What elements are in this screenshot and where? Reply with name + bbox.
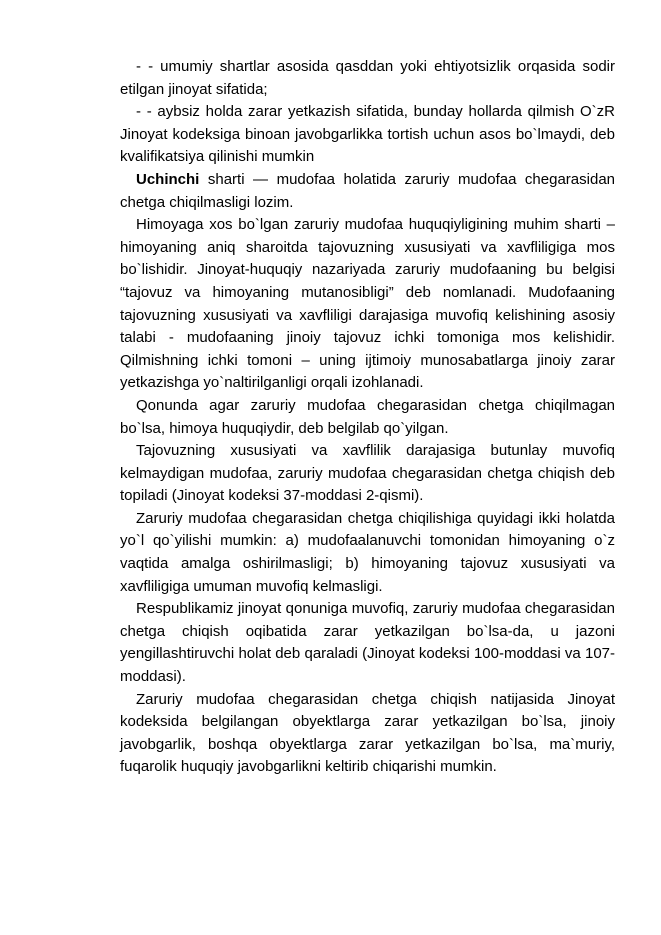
paragraph-8: [120, 598, 615, 688]
paragraph-1-text: - - umumiy shartlar asosida qasddan yoki ehtiyotsizlik orqasida sodir etilgan jinoyat sifatida;: [120, 58, 615, 98]
paragraph-5: [120, 395, 615, 440]
paragraph-2-text: - - aybsiz holda zarar yetkazish sifatida, bunday hollarda qilmish O`zR Jinoyat kodeksiga binoan javobgarlikka tortish uchun asos bo`lmaydi, deb kvalifikatsiya qilinishi mumkin: [120, 103, 615, 166]
paragraph-3-text: sharti — mudofaa holatida zaruriy mudofaa chegarasidan chetga chiqilmasligi lozim.: [120, 170, 615, 211]
document-body: [120, 56, 615, 779]
paragraph-7-text: Zaruriy mudofaa chegarasidan chetga chiqilishiga quyidagi ikki holatda yo`l qo`yilishi mumkin: a) mudofaalanuvchi tomonidan himoyaning o`z vaqtida amalga oshirilmasligi; b) himoyaning tajovuz xususiyati va xavfliligiga umuman muvofiq kelmasligi.: [120, 509, 615, 595]
paragraph-3-lead: Uchinchi: [136, 170, 200, 188]
paragraph-4-text: Himoyaga xos bo`lgan zaruriy mudofaa huquqiyligining muhim sharti – himoyaning aniq sharoitda tajovuzning xususiyati va xavfliligiga mos bo`lishidir. Jinoyat-huquqiy nazariyada zaruriy mudofaaning bu belgisi “tajovuz va himoyaning mutanosibligi” deb nomlanadi. Mudofaaning tajovuzning xususiyati va xavfliligi darajasiga muvofiq kelishining asosiy talabi - mudofaaning jinoiy tajovuz ichki tomoniga mos kelishidir. Qilmishning ichki tomoni – uning ijtimoiy munosabatlarga jinoiy zarar yetkazishga yo`naltirilganligi orqali izohlanadi.: [120, 216, 615, 392]
paragraph-9: [120, 689, 615, 779]
paragraph-1: [120, 56, 615, 101]
paragraph-7: [120, 508, 615, 598]
paragraph-9-text: Zaruriy mudofaa chegarasidan chetga chiqish natijasida Jinoyat kodeksida belgilangan obyektlarga zarar yetkazilgan bo`lsa, jinoiy javobgarlik, boshqa obyektlarga zarar yetkazilgan bo`lsa, ma`muriy, fuqarolik huquqiy javobgarlikni keltirib chiqarishi mumkin.: [120, 690, 615, 776]
paragraph-8-text: Respublikamiz jinoyat qonuniga muvofiq, zaruriy mudofaa chegarasidan chetga chiqish oqibatida zarar yetkazilgan bo`lsa-da, u jazoni yengillashtiruvchi holat deb qaraladi (Jinoyat kodeksi 100-moddasi va 107-moddasi).: [120, 600, 615, 686]
paragraph-6-text: Tajovuzning xususiyati va xavflilik darajasiga butunlay muvofiq kelmaydigan mudofaa, zaruriy mudofaa chegarasidan chetga chiqish deb topiladi (Jinoyat kodeksi 37-moddasi 2-qismi).: [120, 442, 615, 505]
paragraph-2: [120, 101, 615, 169]
paragraph-3: [120, 169, 615, 214]
paragraph-5-text: Qonunda agar zaruriy mudofaa chegarasidan chetga chiqilmagan bo`lsa, himoya huquqiydir, deb belgilab qo`yilgan.: [120, 396, 615, 437]
paragraph-6: [120, 440, 615, 508]
paragraph-4: [120, 214, 615, 395]
